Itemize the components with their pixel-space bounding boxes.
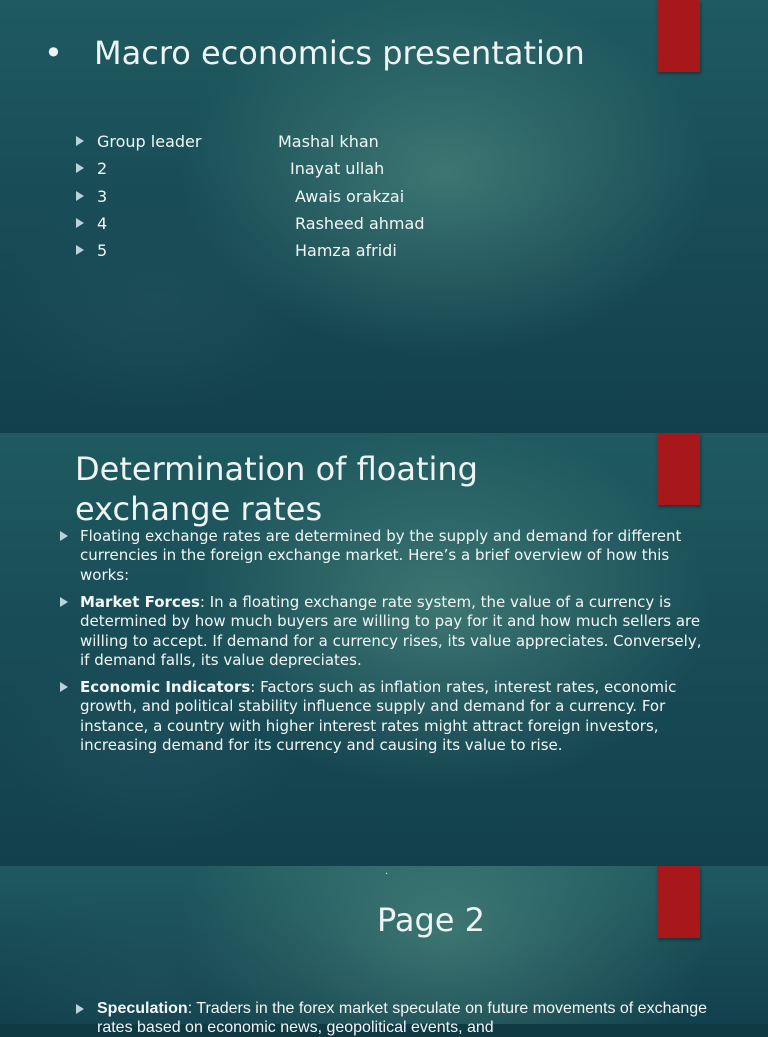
slide-2	[0, 433, 768, 866]
paragraph-lead: Economic Indicators	[80, 677, 251, 696]
triangle-bullet-icon	[60, 531, 68, 541]
paragraph-list	[58, 527, 708, 763]
triangle-bullet-icon	[76, 136, 84, 146]
paragraph-lead: Market Forces	[80, 592, 200, 611]
slide-title: Determination of floating exchange rates	[75, 450, 478, 528]
paragraph-lead: Speculation	[97, 1000, 188, 1017]
stray-dot: .	[385, 866, 389, 877]
member-name: Hamza afridi	[295, 241, 397, 261]
list-item	[76, 999, 716, 1037]
member-label: 3	[97, 186, 108, 206]
member-label: Group leader	[97, 132, 202, 151]
title-bullet: •	[44, 34, 63, 72]
paragraph-text	[76, 999, 716, 1037]
member-name: Inayat ullah	[290, 159, 385, 179]
slide-title	[44, 34, 585, 72]
triangle-bullet-icon	[76, 191, 84, 201]
triangle-bullet-icon	[76, 1004, 84, 1014]
red-accent-tab	[657, 433, 700, 505]
triangle-bullet-icon	[76, 218, 84, 228]
triangle-bullet-icon	[76, 245, 84, 255]
paragraph-text: : Factors such as inflation rates, interest rates, economic growth, and political stability influence supply and demand for a currency. For instance, a country with higher interest rates might attract foreign investors, increasing demand for its currency and causing its value to rise.	[80, 677, 677, 755]
triangle-bullet-icon	[60, 682, 68, 692]
triangle-bullet-icon	[60, 597, 68, 607]
member-name: Rasheed ahmad	[295, 213, 425, 233]
paragraph-text: : In a floating exchange rate system, the value of a currency is determined by how much buyers are willing to pay for it and how much sellers are willing to accept. If demand for a currency rises, its value appreciates. Conversely, if demand falls, its value depreciates.	[80, 592, 702, 669]
slide-3	[0, 866, 768, 1036]
member-label: 4	[97, 213, 108, 233]
member-name: Mashal khan	[278, 132, 379, 151]
slide-title: Page 2	[377, 901, 485, 939]
paragraph-body: : Traders in the forex market speculate on future movements of exchange rates based on economic news, geopolitical events, and	[97, 1000, 708, 1036]
title-text: Macro economics presentation	[94, 34, 585, 72]
list-item	[58, 593, 708, 671]
member-name: Awais orakzai	[295, 186, 405, 206]
paragraph-text: Floating exchange rates are determined by the supply and demand for different currencies in the foreign exchange market. Here’s a brief overview of how this works:	[80, 527, 682, 584]
red-accent-tab	[657, 0, 700, 72]
slide-1	[0, 0, 768, 433]
triangle-bullet-icon	[76, 163, 84, 173]
member-label: 5	[97, 241, 108, 261]
list-item	[58, 678, 708, 756]
list-item	[58, 527, 708, 585]
member-label: 2	[97, 159, 108, 179]
red-accent-tab	[657, 866, 700, 938]
